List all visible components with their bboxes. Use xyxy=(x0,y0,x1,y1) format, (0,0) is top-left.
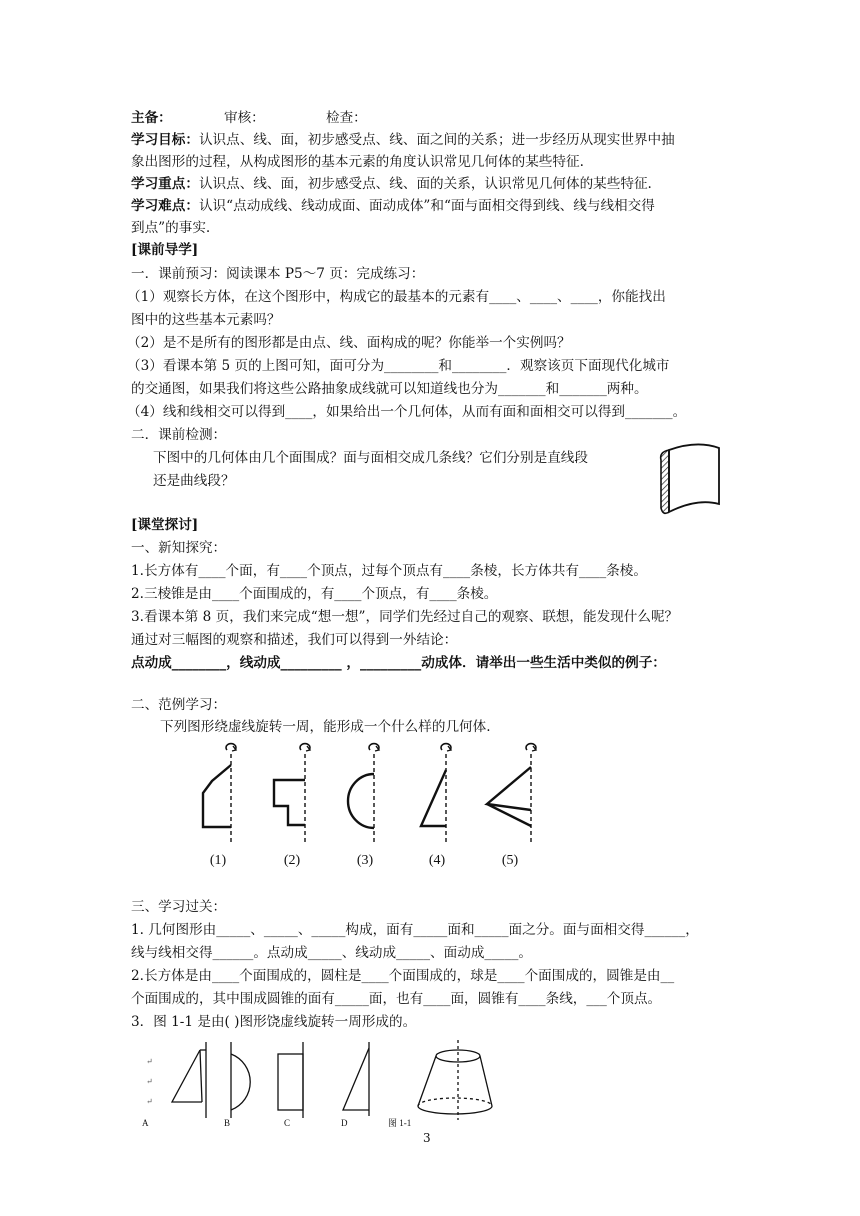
rotation-figure-3 xyxy=(348,744,379,845)
difficulty-text-2: 到点”的事实. xyxy=(131,220,211,236)
practice-sec: 三、学习过关： xyxy=(131,899,227,915)
explore-p2: 2.三棱锥是由____个面围成的，有____个顶点，有____条棱。 xyxy=(131,586,498,602)
difficulty-label: 学习难点： xyxy=(131,198,199,214)
label-jiancha: 检查： xyxy=(326,110,367,126)
figure-1-1 xyxy=(138,1040,498,1130)
practice-p1b: 线与线相交得______。点动成_____、线动成_____、面动成_____。 xyxy=(131,945,533,961)
fig-label-a: A xyxy=(142,1118,149,1128)
practice-p2a: 2.长方体是由____个面围成的，圆柱是____个面围成的，球是____个面围成的，圆锥是由__ xyxy=(131,968,675,984)
fig-label-d: D xyxy=(341,1118,348,1128)
preview-sec1: 一．课前预习：阅读课本 P5～7 页：完成练习： xyxy=(131,266,425,282)
key-text: 认识点、线、面，初步感受点、线、面的关系，认识常见几何体的某些特征. xyxy=(198,176,652,192)
preview-q1b: 图中的这些基本元素吗？ xyxy=(131,312,281,328)
svg-text:↵: ↵ xyxy=(146,1077,153,1086)
example-sec: 二、范例学习： xyxy=(131,697,227,713)
figure-label-2: (2) xyxy=(283,853,301,868)
rotation-figure-5 xyxy=(487,744,536,845)
label-zhubei: 主备： xyxy=(131,110,172,126)
key-line xyxy=(131,173,652,195)
explore-sec1: 一、新知探究： xyxy=(131,540,227,556)
label-shenhe: 审核： xyxy=(224,110,265,126)
fig-caption: 图 1-1 xyxy=(388,1118,412,1128)
explore-p3a: 3.看课本第 8 页，我们来完成“想一想”，同学们先经过自己的观察、联想，能发现什么呢？ xyxy=(131,609,679,625)
svg-text:↵: ↵ xyxy=(146,1057,153,1066)
preview-sec2: 二．课前检测： xyxy=(131,427,227,443)
svg-text:↵: ↵ xyxy=(146,1097,153,1106)
explore-conclusion xyxy=(131,652,666,674)
conclusion-examples: 请举出一些生活中类似的例子： xyxy=(475,655,666,671)
conclusion-text: 点动成________，线动成_________ ，_________动成体． xyxy=(131,655,476,671)
explore-p3b: 通过对三幅图的观察和描述，我们可以得到一外结论： xyxy=(131,632,458,648)
preview-test-1: 下图中的几何体由几个面围成？面与面相交成几条线？它们分别是直线段 xyxy=(153,450,588,466)
preview-q3b: 的交通图，如果我们将这些公路抽象成线就可以知道线也分为_______和_______两种。 xyxy=(131,381,648,397)
rotation-figure-2 xyxy=(274,744,310,845)
half-cylinder-figure xyxy=(657,438,727,520)
preview-heading: [课前导学] xyxy=(131,242,199,258)
difficulty-text-1: 认识“点动成线、线动成面、面动成体”和“面与面相交得到线、线与线相交得 xyxy=(198,198,655,214)
key-label: 学习重点： xyxy=(131,176,199,192)
figure-label-5: (5) xyxy=(501,853,519,868)
preview-q3a: （3）看课本第 5 页的上图可知，面可分为________和________．观察该页下面现代化城市 xyxy=(127,358,670,374)
figure-label-3: (3) xyxy=(356,853,374,868)
practice-p3: 3．图 1-1 是由( )图形饶虚线旋转一周形成的。 xyxy=(131,1014,417,1030)
goal-text-2: 象出图形的过程，从构成图形的基本元素的角度认识常见几何体的某些特征. xyxy=(131,154,584,170)
figure-label-1: (1) xyxy=(209,853,227,868)
preview-q1a: （1）观察长方体，在这个图形中，构成它的最基本的元素有____、____、____，你能找出 xyxy=(127,289,666,305)
preview-q4: （4）线和线相交可以得到____，如果给出一个几何体，从而有面和面相交可以得到_______。 xyxy=(127,404,687,420)
practice-p1a: 1. 几何图形由_____、_____、_____构成，面有_____面和_____面之分。面与面相交得______， xyxy=(131,922,699,938)
page-number: 3 xyxy=(423,1131,431,1145)
preview-test-2: 还是曲线段？ xyxy=(153,473,235,489)
fig-label-c: C xyxy=(284,1118,291,1128)
rotation-figure-4 xyxy=(421,744,451,845)
goal-label: 学习目标： xyxy=(131,132,199,148)
rotation-figures xyxy=(188,740,568,868)
practice-p2b: 个面围成的，其中围成圆锥的面有_____面，也有____面，圆锥有____条线，___个顶点。 xyxy=(131,991,662,1007)
explore-heading: [课堂探讨] xyxy=(131,517,199,533)
example-text: 下列图形绕虚线旋转一周，能形成一个什么样的几何体. xyxy=(160,719,491,735)
explore-p1: 1.长方体有____个面，有____个顶点，过每个顶点有____条棱，长方体共有____条棱。 xyxy=(131,563,647,579)
goal-line-1 xyxy=(131,129,675,151)
difficulty-line-1 xyxy=(131,195,655,217)
preview-q2: （2）是不是所有的图形都是由点、线、面构成的呢？你能举一个实例吗？ xyxy=(127,335,571,351)
goal-text-1: 认识点、线、面，初步感受点、线、面之间的关系；进一步经历从现实世界中抽 xyxy=(198,132,675,148)
fig-label-b: B xyxy=(224,1118,231,1128)
figure-label-4: (4) xyxy=(428,853,446,868)
rotation-figure-1 xyxy=(203,744,236,845)
